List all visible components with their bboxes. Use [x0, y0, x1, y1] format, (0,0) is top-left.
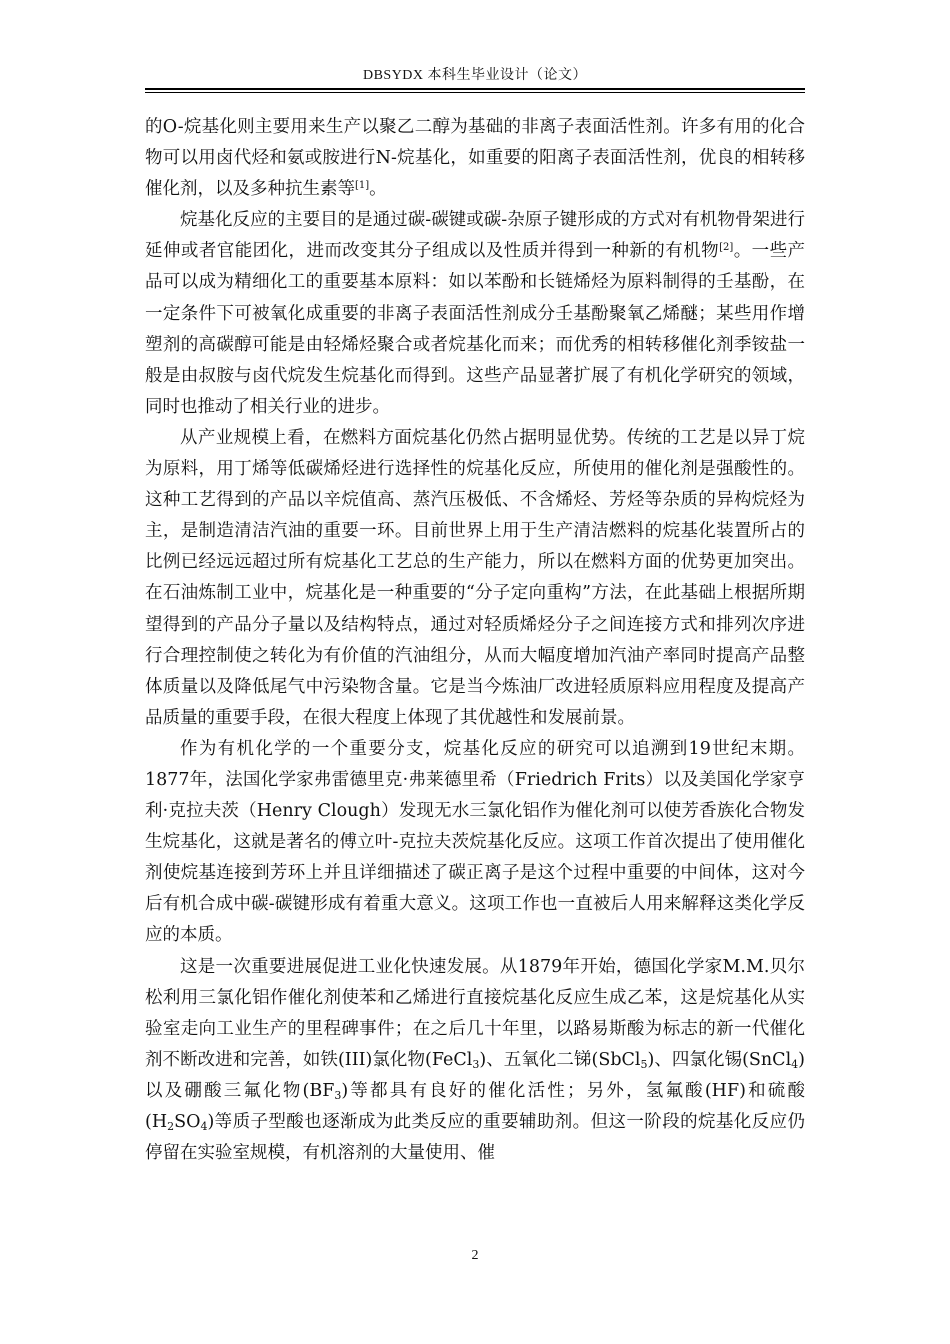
subscript: 4: [791, 1057, 799, 1071]
paragraph-5: 这是一次重要进展促进工业化快速发展。从1879年开始，德国化学家M.M.贝尔松利用三氯化铝作催化剂使苯和乙烯进行直接烷基化反应生成乙苯，这是烷基化从实验室走向工业生产的里程碑事件；在之后几十年里，以路易斯酸为标志的新一代催化剂不断改进和完善，如铁(III)氯化物(FeCl$_3$)、五氧化二锑(SbCl$_5$)、四氯化锡(SnCl$_4$)以及硼酸三氟化物$(BF_3)$等都具有良好的催化活性；另外，氢氟酸(HF)和硫酸$(H_2SO_4)$等质子型酸也逐渐成为此类反应的重要辅助剂。但这一阶段的烷基化反应仍停留在实验室规模，有机溶剂的大量使用、催: [145, 956, 805, 1164]
paragraph-2: 烷基化反应的主要目的是通过碳-碳键或碳-杂原子键形成的方式对有机物骨架进行延伸或者官能团化，进而改变其分子组成以及性质并得到一种新的有机物[2]。一些产品可以成为精细化工的重要基本原料：如以苯酚和长链烯烃为原料制得的壬基酚，在一定条件下可被氧化成重要的非离子表面活性剂成分壬基酚聚氧乙烯醚；某些用作增塑剂的高碳醇可能是由轻烯烃聚合或者烷基化而来；而优秀的相转移催化剂季铵盐一般是由叔胺与卤代烷发生烷基化而得到。这些产品显著扩展了有机化学研究的领域，同时也推动了相关行业的进步。: [145, 210, 806, 417]
body-text: [145, 112, 805, 1169]
paragraph-1: 的O-烷基化则主要用来生产以聚乙二醇为基础的非离子表面活性剂。许多有用的化合物可以用卤代烃和氨或胺进行N-烷基化，如重要的阳离子表面活性剂，优良的相转移催化剂，以及多种抗生素等[1]。: [145, 117, 805, 200]
subscript: 2: [167, 1120, 175, 1133]
subscript: 3: [334, 1088, 342, 1102]
subscript: 4: [200, 1120, 208, 1133]
citation-ref: [2]: [719, 242, 734, 254]
page-number: 2: [471, 1248, 479, 1263]
citation-ref: [1]: [355, 180, 370, 192]
paragraph-4: 作为有机化学的一个重要分支，烷基化反应的研究可以追溯到19世纪末期。1877年，法国化学家弗雷德里克·弗莱德里希（Friedrich Frits）以及美国化学家亨利·克拉夫茨（Henry Clough）发现无水三氯化铝作为催化剂可以使芳香族化合物发生烷基化，这就是著名的傅立叶-克拉夫茨烷基化反应。这项工作首次提出了使用催化剂使烷基连接到芳环上并且详细描述了碳正离子是这个过程中重要的中间体，这对今后有机合成中碳-碳键形成有着重大意义。这项工作也一直被后人用来解释这类化学反应的本质。: [145, 738, 805, 946]
paragraph-3: 从产业规模上看，在燃料方面烷基化仍然占据明显优势。传统的工艺是以异丁烷为原料，用丁烯等低碳烯烃进行选择性的烷基化反应，所使用的催化剂是强酸性的。这种工艺得到的产品以辛烷值高、蒸汽压极低、不含烯烃、芳烃等杂质的异构烷烃为主，是制造清洁汽油的重要一环。目前世界上用于生产清洁燃料的烷基化装置所占的比例已经远远超过所有烷基化工艺总的生产能力，所以在燃料方面的优势更加突出。在石油炼制工业中，烷基化是一种重要的“分子定向重构”方法，在此基础上根据所期望得到的产品分子量以及结构特点，通过对轻质烯烃分子之间连接方式和排列次序进行合理控制使之转化为有价值的汽油组分，从而大幅度增加汽油产率同时提高产品整体质量以及降低尾气中污染物含量。它是当今炼油厂改进轻质原料应用程度及提高产品质量的重要手段，在很大程度上体现了其优越性和发展前景。: [145, 427, 805, 728]
subscript: 5: [640, 1057, 648, 1071]
subscript: 3: [472, 1057, 480, 1071]
header-rule-thin: [145, 92, 805, 93]
page-header: DBSYDX 本科生毕业设计（论文）: [362, 68, 588, 83]
header-rule-thick: [145, 88, 805, 90]
